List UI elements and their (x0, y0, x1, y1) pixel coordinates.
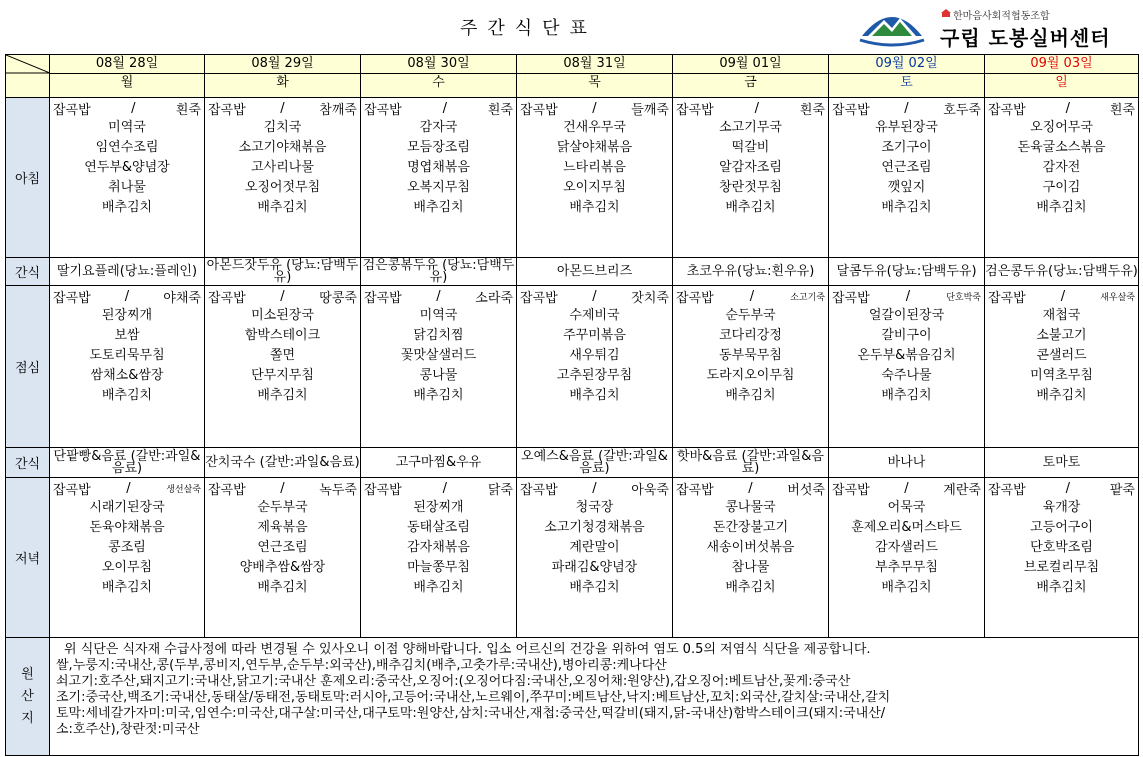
menu-item: 조기구이 (881, 140, 932, 155)
slash-separator: / (905, 288, 911, 304)
rice-porridge-line (517, 98, 672, 118)
rice-text: 잡곡밥 (988, 482, 1026, 498)
menu-item: 오징어젓무침 (244, 180, 321, 195)
rice-text: 잡곡밥 (520, 102, 558, 118)
menu-item: 감자국 (419, 120, 458, 135)
menu-item: 브로컬리무침 (1023, 560, 1100, 575)
snack-text: 단팥빵&음료 (갈반:과일&음료) (53, 448, 201, 476)
rice-text: 잡곡밥 (364, 102, 402, 118)
menu-item: 얼갈이된장국 (868, 308, 945, 323)
rice-text: 잡곡밥 (53, 482, 91, 498)
rice-text: 잡곡밥 (364, 482, 402, 498)
origin-line: 위 식단은 식자재 수급사정에 따라 변경될 수 있사오니 이점 양해바랍니다. 입소 어르신의 건강을 위하여 염도 0.5의 저염식 식단을 제공합니다. (64, 642, 871, 657)
porridge-text: 닭죽 (487, 482, 513, 498)
snack-cell (673, 258, 829, 286)
porridge-text: 호두죽 (943, 102, 981, 118)
menu-item: 모듬장조림 (407, 140, 470, 155)
rice-text: 잡곡밥 (208, 290, 246, 306)
menu-item: 주꾸미볶음 (563, 328, 626, 343)
porridge-text: 팥죽 (1109, 482, 1135, 498)
origin-line: 소:호주산),창란젓:미국산 (56, 722, 200, 737)
porridge-text: 흰죽 (487, 102, 513, 118)
menu-item: 미역초무침 (1030, 368, 1093, 383)
menu-item: 도라지오이무침 (706, 368, 795, 383)
rice-text: 잡곡밥 (676, 290, 714, 306)
menu-item: 구이김 (1042, 180, 1081, 195)
menu-item: 김치국 (263, 120, 302, 135)
slash-separator: / (904, 480, 909, 496)
meal-cell (50, 286, 205, 448)
rice-text: 잡곡밥 (676, 482, 714, 498)
snack-cell (361, 448, 517, 478)
menu-item: 배추김치 (725, 580, 776, 595)
snack-cell (205, 258, 361, 286)
menu-item: 연근조림 (881, 160, 932, 175)
menu-item: 오이지무침 (563, 180, 626, 195)
porridge-text: 버섯죽 (787, 482, 825, 498)
rice-text: 잡곡밥 (988, 102, 1026, 118)
day-header: 08월 29일 화 (205, 55, 361, 98)
origin-line: 토막:세네갈가자미:미국,임연수:미국산,대구살:미국산,대구토막:원양산,삼치:국내산,재첩:중국산,떡갈비(돼지,닭-국내산)함박스테이크(돼지:국내산/ (56, 706, 886, 721)
slash-separator: / (280, 100, 285, 116)
rice-text: 잡곡밥 (364, 290, 402, 306)
menu-item: 제육볶음 (257, 520, 308, 535)
menu-item: 마늘쫑무침 (407, 560, 470, 575)
origin-label-text: 원산지 (21, 666, 34, 726)
porridge-text: 소고기죽 (790, 292, 825, 303)
menu-item: 배추김치 (881, 200, 932, 215)
menu-item: 소고기청경채볶음 (544, 520, 645, 535)
menu-item: 콩나물국 (725, 500, 776, 515)
menu-item: 동부묵무침 (719, 348, 782, 363)
rice-porridge-line (517, 478, 672, 498)
rice-porridge-line (985, 98, 1138, 118)
rice-porridge-line (985, 478, 1138, 498)
menu-item: 고사리나물 (251, 160, 314, 175)
menu-item: 오징어무국 (1030, 120, 1093, 135)
menu-item: 배추김치 (413, 200, 464, 215)
menu-item: 배추김치 (881, 580, 932, 595)
slash-separator: / (280, 480, 285, 496)
meal-cell (985, 98, 1139, 258)
menu-item: 배추김치 (101, 200, 153, 215)
meal-cell (361, 98, 517, 258)
menu-item: 느타리볶음 (563, 160, 626, 175)
snack-text: 달콤두유(당뇨:담백두유) (836, 263, 977, 279)
day-header: 09월 03일 일 (985, 55, 1139, 98)
meal-cell (205, 478, 361, 638)
rice-text: 잡곡밥 (832, 290, 870, 306)
meal-label-snack: 간식 (6, 258, 50, 286)
origin-label (6, 638, 50, 756)
menu-item: 배추김치 (257, 580, 308, 595)
menu-item: 배추김치 (725, 388, 776, 403)
porridge-text: 잣치죽 (631, 290, 669, 306)
origin-line: 쌀,누룽지:국내산,콩(두부,콩비지,연두부,순두부:외국산),배추김치(배추,고춧가루:국내산),병아리콩:케나다산 (56, 658, 667, 673)
menu-item: 돈육야채볶음 (89, 520, 165, 535)
porridge-text: 아욱죽 (631, 482, 669, 498)
slash-separator: / (1060, 288, 1066, 304)
menu-item: 부추무무침 (875, 560, 938, 575)
meal-label-breakfast: 아침 (6, 98, 50, 258)
snack-text: 초코우유(당뇨:흰우유) (686, 263, 815, 279)
rice-porridge-line (50, 98, 204, 118)
menu-item: 배추김치 (257, 388, 308, 403)
menu-item: 꽃맛살샐러드 (400, 348, 477, 363)
menu-item: 연두부&양념장 (84, 160, 170, 175)
rice-text: 잡곡밥 (53, 290, 91, 306)
org-logo (858, 4, 1138, 50)
menu-item: 청국장 (575, 500, 614, 515)
rice-text: 잡곡밥 (988, 290, 1026, 306)
snack-cell (50, 258, 205, 286)
snack-text: 아몬드잣두유 (당뇨:담백두유) (206, 257, 359, 285)
porridge-text: 참깨죽 (319, 102, 357, 118)
origin-notes (50, 638, 1139, 756)
menu-item: 순두부국 (257, 500, 308, 515)
porridge-text: 녹두죽 (319, 482, 357, 498)
snack-text: 바나나 (887, 454, 926, 470)
snack-cell (985, 448, 1139, 478)
menu-item: 배추김치 (569, 200, 620, 215)
menu-item: 온두부&볶음김치 (857, 348, 956, 363)
meal-cell (517, 98, 673, 258)
menu-item: 감자채볶음 (407, 540, 470, 555)
meal-cell (673, 478, 829, 638)
menu-item: 양배추쌈&쌈장 (239, 560, 326, 575)
day-header: 08월 30일 수 (361, 55, 517, 98)
menu-item: 유부된장국 (875, 120, 938, 135)
menu-item: 콩나물 (419, 368, 458, 383)
menu-item: 소불고기 (1036, 328, 1087, 343)
menu-item: 배추김치 (1036, 580, 1087, 595)
meal-cell (985, 286, 1139, 448)
slash-separator: / (131, 100, 136, 116)
menu-item: 오이무침 (101, 560, 153, 575)
menu-item: 계란말이 (569, 540, 620, 555)
slash-separator: / (436, 288, 441, 304)
rice-porridge-line (829, 98, 984, 118)
meal-cell (361, 478, 517, 638)
rice-porridge-line (205, 98, 360, 118)
slash-separator: / (280, 288, 285, 304)
slash-separator: / (904, 100, 909, 116)
snack-text: 아몬드브리즈 (556, 263, 633, 279)
menu-item: 깻잎지 (887, 180, 926, 195)
rice-text: 잡곡밥 (520, 482, 558, 498)
rice-text: 잡곡밥 (208, 482, 246, 498)
day-header: 08월 28일 월 (50, 55, 205, 98)
slash-separator: / (592, 288, 597, 304)
diagonal-line-icon (6, 55, 50, 93)
rice-text: 잡곡밥 (208, 102, 246, 118)
menu-item: 배추김치 (881, 388, 932, 403)
meal-label-lunch: 점심 (6, 286, 50, 448)
menu-item: 돈간장불고기 (712, 520, 789, 535)
slash-separator: / (749, 288, 755, 304)
menu-item: 순두부국 (725, 308, 776, 323)
page-title: 주간식단표 (460, 18, 597, 39)
slash-separator: / (592, 100, 597, 116)
menu-item: 배추김치 (1036, 200, 1087, 215)
header-corner (6, 55, 50, 98)
slash-separator: / (442, 480, 447, 496)
menu-item: 단호박조림 (1030, 540, 1093, 555)
meal-cell (829, 286, 985, 448)
menu-item: 숙주나물 (881, 368, 932, 383)
menu-item: 배추김치 (413, 580, 464, 595)
menu-item: 쫄면 (269, 348, 296, 363)
meal-cell (50, 98, 205, 258)
rice-porridge-line (50, 286, 204, 306)
rice-porridge-line (361, 478, 516, 498)
porridge-text: 땅콩죽 (319, 290, 357, 306)
day-header: 08월 31일 목 (517, 55, 673, 98)
menu-item: 콘샐러드 (1036, 348, 1087, 363)
snack-text: 검은콩볶두유 (당뇨:담백두유) (362, 257, 515, 285)
menu-item: 수제비국 (569, 308, 620, 323)
rice-porridge-line (673, 286, 828, 306)
rice-porridge-line (205, 286, 360, 306)
rice-text: 잡곡밥 (832, 102, 870, 118)
menu-item: 새송이버섯볶음 (706, 540, 795, 555)
porridge-text: 새우살죽 (1100, 292, 1135, 303)
snack-text: 고구마찜&우유 (395, 454, 482, 470)
porridge-text: 들깨죽 (631, 102, 669, 118)
porridge-text: 흰죽 (1109, 102, 1135, 118)
menu-item: 시래기된장국 (89, 500, 165, 515)
menu-item: 닭살야채볶음 (556, 140, 633, 155)
meal-cell (985, 478, 1139, 638)
menu-item: 감자샐러드 (875, 540, 938, 555)
menu-item: 미역국 (108, 120, 146, 135)
menu-item: 파래김&양념장 (551, 560, 638, 575)
origin-line: 쇠고기:호주산,돼지고기:국내산,닭고기:국내산 훈제오리:중국산,오징어:(오징어다짐:국내산,오징어채:원양산),갑오징어:베트남산,꽃게:중국산 (56, 674, 851, 689)
porridge-text: 소라죽 (475, 290, 513, 306)
rice-porridge-line (829, 286, 984, 306)
meal-label-dinner: 저녁 (6, 478, 50, 638)
meal-cell (517, 286, 673, 448)
menu-item: 배추김치 (257, 200, 308, 215)
rice-porridge-line (361, 98, 516, 118)
meal-cell (829, 98, 985, 258)
snack-cell (829, 258, 985, 286)
origin-line: 조기:중국산,백조기:국내산,동태살/동태전,동태토막:러시아,고등어:국내산,노르웨이,쭈꾸미:베트남산,낙지:베트남산,꼬치:외국산,갈치살:국내산,갈치 (56, 690, 891, 705)
snack-text: 딸기요플레(당뇨:플레인) (56, 263, 198, 279)
menu-item: 단무지무침 (251, 368, 314, 383)
menu-item: 어묵국 (887, 500, 926, 515)
snack-cell (50, 448, 205, 478)
slash-separator: / (748, 480, 753, 496)
menu-item: 창란젓무침 (719, 180, 782, 195)
snack-cell (205, 448, 361, 478)
meal-cell (361, 286, 517, 448)
menu-item: 갈비구이 (881, 328, 932, 343)
day-header: 09월 01일 금 (673, 55, 829, 98)
snack-cell (361, 258, 517, 286)
snack-cell (517, 258, 673, 286)
rice-porridge-line (829, 478, 984, 498)
menu-item: 고등어구이 (1030, 520, 1093, 535)
meal-cell (205, 98, 361, 258)
porridge-text: 계란죽 (943, 482, 981, 498)
rice-porridge-line (205, 478, 360, 498)
menu-item: 배추김치 (1036, 388, 1087, 403)
menu-item: 배추김치 (569, 388, 620, 403)
rice-text: 잡곡밥 (520, 290, 558, 306)
snack-cell (985, 258, 1139, 286)
org-subtitle: 한마음사회적협동조합 (953, 11, 1050, 22)
menu-item: 참나물 (731, 560, 770, 575)
snack-text: 오예스&음료 (갈반:과일&음료) (521, 448, 668, 476)
org-name: 구립 도봉실버센터 (940, 26, 1111, 50)
menu-item: 감자전 (1042, 160, 1081, 175)
menu-item: 소고기무국 (719, 120, 782, 135)
menu-item: 콩조림 (108, 540, 146, 555)
menu-item: 동태살조림 (407, 520, 470, 535)
rice-porridge-line (673, 478, 828, 498)
menu-item: 배추김치 (101, 580, 153, 595)
slash-separator: / (442, 100, 447, 116)
menu-item: 명엽채볶음 (407, 160, 470, 175)
porridge-text: 야채죽 (163, 290, 201, 306)
meal-label-snack: 간식 (6, 448, 50, 478)
menu-item: 함박스테이크 (244, 328, 321, 343)
slash-separator: / (1065, 100, 1070, 116)
porridge-text: 흰죽 (175, 102, 201, 118)
menu-item: 쌈채소&쌈장 (90, 368, 164, 383)
menu-item: 배추김치 (569, 580, 620, 595)
rice-porridge-line (517, 286, 672, 306)
menu-item: 미역국 (419, 308, 458, 323)
rice-text: 잡곡밥 (676, 102, 714, 118)
menu-item: 닭김치찜 (413, 328, 464, 343)
porridge-text: 단호박죽 (946, 292, 981, 303)
meal-cell (673, 286, 829, 448)
slash-separator: / (124, 288, 130, 304)
slash-separator: / (1065, 480, 1070, 496)
slash-separator: / (126, 480, 131, 496)
porridge-text: 흰죽 (799, 102, 825, 118)
menu-item: 도토리묵무침 (89, 348, 165, 363)
snack-text: 핫바&음료 (갈반:과일&음료) (677, 448, 824, 476)
snack-text: 잔치국수 (갈반:과일&음료) (205, 454, 360, 470)
menu-item: 새우튀김 (569, 348, 620, 363)
meal-cell (673, 98, 829, 258)
menu-item: 오복지무침 (407, 180, 470, 195)
menu-item: 돈육굴소스볶음 (1017, 140, 1106, 155)
menu-item: 배추김치 (413, 388, 464, 403)
snack-cell (517, 448, 673, 478)
meal-cell (517, 478, 673, 638)
menu-item: 취나물 (108, 180, 146, 195)
slash-separator: / (592, 480, 597, 496)
rice-text: 잡곡밥 (53, 102, 91, 118)
menu-item: 임연수조림 (95, 140, 159, 155)
snack-cell (829, 448, 985, 478)
snack-cell (673, 448, 829, 478)
slash-separator: / (754, 100, 759, 116)
snack-text: 토마토 (1042, 454, 1081, 470)
meal-cell (205, 286, 361, 448)
menu-item: 떡갈비 (731, 140, 770, 155)
menu-item: 육개장 (1042, 500, 1081, 515)
menu-item: 건새우무국 (563, 120, 626, 135)
meal-cell (829, 478, 985, 638)
menu-item: 코다리강정 (719, 328, 782, 343)
weekly-menu-table (5, 54, 1139, 756)
menu-item: 배추김치 (101, 388, 153, 403)
house-icon (940, 8, 952, 18)
mountain-logo-icon (858, 6, 926, 48)
menu-item: 고추된장무침 (556, 368, 633, 383)
snack-text: 검은콩두유(당뇨:담백두유) (985, 263, 1138, 279)
menu-item: 배추김치 (725, 200, 776, 215)
menu-item: 훈제오리&머스타드 (851, 520, 962, 535)
rice-text: 잡곡밥 (832, 482, 870, 498)
meal-cell (50, 478, 205, 638)
menu-item: 보쌈 (114, 328, 140, 343)
porridge-text: 생선살죽 (166, 484, 201, 495)
menu-item: 미소된장국 (251, 308, 314, 323)
menu-item: 알감자조림 (719, 160, 782, 175)
rice-porridge-line (985, 286, 1138, 306)
rice-porridge-line (673, 98, 828, 118)
rice-porridge-line (361, 286, 516, 306)
rice-porridge-line (50, 478, 204, 498)
menu-item: 된장찌개 (413, 500, 464, 515)
menu-item: 재첩국 (1042, 308, 1081, 323)
day-header: 09월 02일 토 (829, 55, 985, 98)
menu-item: 소고기야채볶음 (238, 140, 327, 155)
menu-item: 된장찌개 (101, 308, 153, 323)
menu-item: 연근조림 (257, 540, 308, 555)
